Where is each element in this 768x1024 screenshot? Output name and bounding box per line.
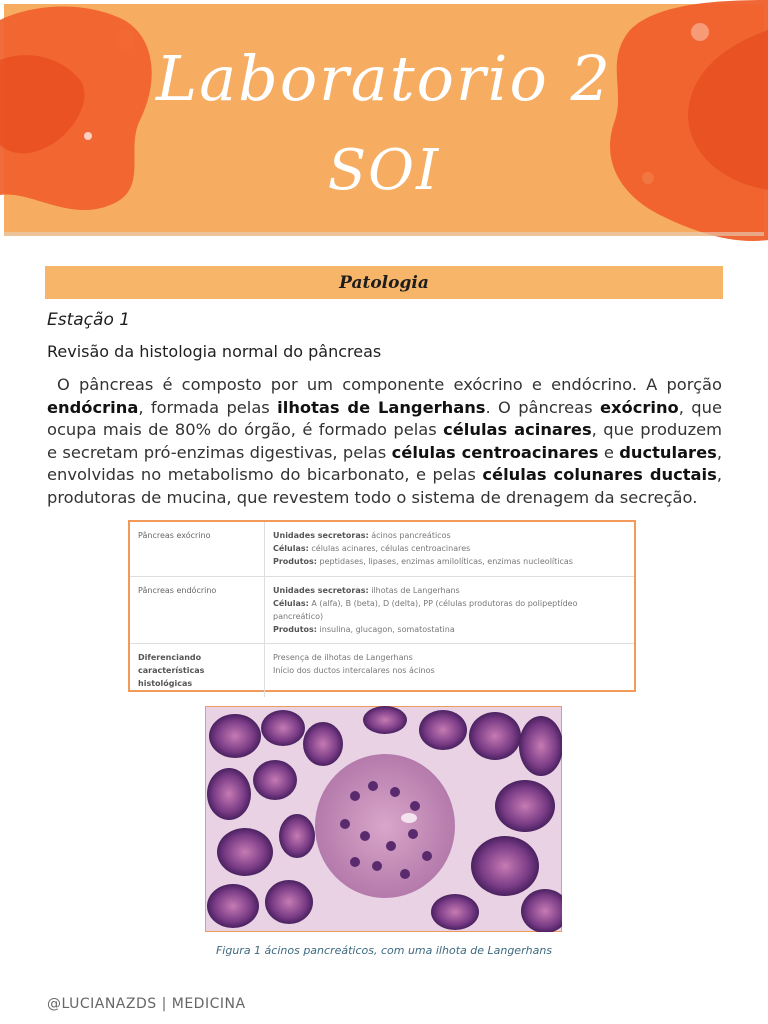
table-row bbox=[130, 644, 634, 698]
cell-value: Início dos ductos intercalares nos ácinos bbox=[273, 666, 435, 675]
cell-value: A (alfa), B (beta), D (delta), PP (células produtoras do polipeptídeo bbox=[308, 599, 578, 608]
bold-term: células centroacinares bbox=[391, 442, 599, 462]
bold-term: ductulares bbox=[619, 442, 717, 462]
page-title: Laboratorio 2 bbox=[156, 42, 612, 115]
body-paragraph bbox=[47, 374, 722, 510]
bold-term: células acinares bbox=[443, 420, 592, 440]
cell-key: Unidades secretoras: bbox=[273, 586, 369, 595]
table-cell bbox=[265, 644, 635, 698]
cell-key: Produtos: bbox=[273, 625, 318, 634]
paragraph-line bbox=[47, 442, 722, 465]
paragraph-line bbox=[47, 374, 722, 397]
subheading: Revisão da histologia normal do pâncreas bbox=[47, 342, 382, 361]
text-run: , que bbox=[678, 397, 722, 417]
paragraph-line bbox=[47, 464, 722, 487]
text-run: envolvidas no metabolismo do bicarbonato, e pelas bbox=[47, 465, 483, 485]
table-cell bbox=[265, 522, 635, 577]
text-run: O pâncreas é composto por um componente exócrino e endócrino. A porção bbox=[57, 375, 722, 394]
cell-value: células acinares, células centroacinares bbox=[308, 544, 471, 553]
figure-caption: Figura 1 ácinos pancreáticos, com uma ilhota de Langerhans bbox=[215, 944, 553, 957]
table-row bbox=[130, 577, 634, 644]
text-run: produtoras de mucina, que revestem todo o sistema de drenagem da secreção. bbox=[47, 487, 698, 507]
table-row bbox=[130, 522, 634, 577]
paragraph-line bbox=[47, 419, 722, 442]
cell-value: pancreático) bbox=[273, 612, 324, 621]
text-run: . O pâncreas bbox=[485, 397, 600, 417]
cell-value: peptidases, lipases, enzimas amilolíticas, enzimas nucleolíticas bbox=[317, 557, 573, 566]
paragraph-line bbox=[47, 487, 722, 510]
station-heading: Estação 1 bbox=[47, 310, 131, 330]
cell-key: Células: bbox=[273, 599, 309, 608]
histology-micrograph bbox=[205, 706, 562, 932]
cell-value: ilhotas de Langerhans bbox=[368, 586, 460, 595]
text-run: e secretam pró-enzimas digestivas, pelas bbox=[47, 442, 392, 462]
bold-term: ilhotas de Langerhans bbox=[277, 397, 486, 417]
bold-term: endócrina bbox=[47, 397, 139, 417]
banner-background bbox=[0, 0, 768, 244]
table-row-label: Pâncreas endócrino bbox=[130, 577, 265, 644]
text-run: , bbox=[716, 442, 723, 462]
cell-value: ácinos pancreáticos bbox=[368, 531, 451, 540]
paragraph-line bbox=[47, 397, 722, 420]
islet-of-langerhans bbox=[315, 754, 455, 898]
bold-term: células colunares ductais bbox=[482, 465, 717, 485]
pancreas-table bbox=[128, 520, 636, 692]
bold-term: exócrino bbox=[599, 397, 679, 417]
cell-key: Unidades secretoras: bbox=[273, 531, 369, 540]
cell-key: Produtos: bbox=[273, 557, 318, 566]
table-row-label: Pâncreas exócrino bbox=[130, 522, 265, 577]
cell-value: Presença de ilhotas de Langerhans bbox=[273, 653, 413, 662]
text-run: , bbox=[716, 465, 722, 485]
header-banner bbox=[0, 0, 768, 244]
cell-value: insulina, glucagon, somatostatina bbox=[317, 625, 455, 634]
section-title: Patologia bbox=[339, 272, 429, 293]
cell-key: Células: bbox=[273, 544, 309, 553]
page-subtitle: SOI bbox=[327, 138, 441, 203]
text-run: , formada pelas bbox=[138, 397, 278, 417]
text-run: ocupa mais de 80% do órgão, é formado pelas bbox=[47, 420, 444, 440]
section-header bbox=[45, 266, 723, 299]
text-run: , que produzem bbox=[591, 420, 722, 440]
footer-credit: @LUCIANAZDS | MEDICINA bbox=[47, 996, 246, 1012]
table-row-label: Diferenciando características histológicas bbox=[130, 644, 265, 698]
text-run: e bbox=[598, 442, 620, 462]
table-cell bbox=[265, 577, 635, 644]
